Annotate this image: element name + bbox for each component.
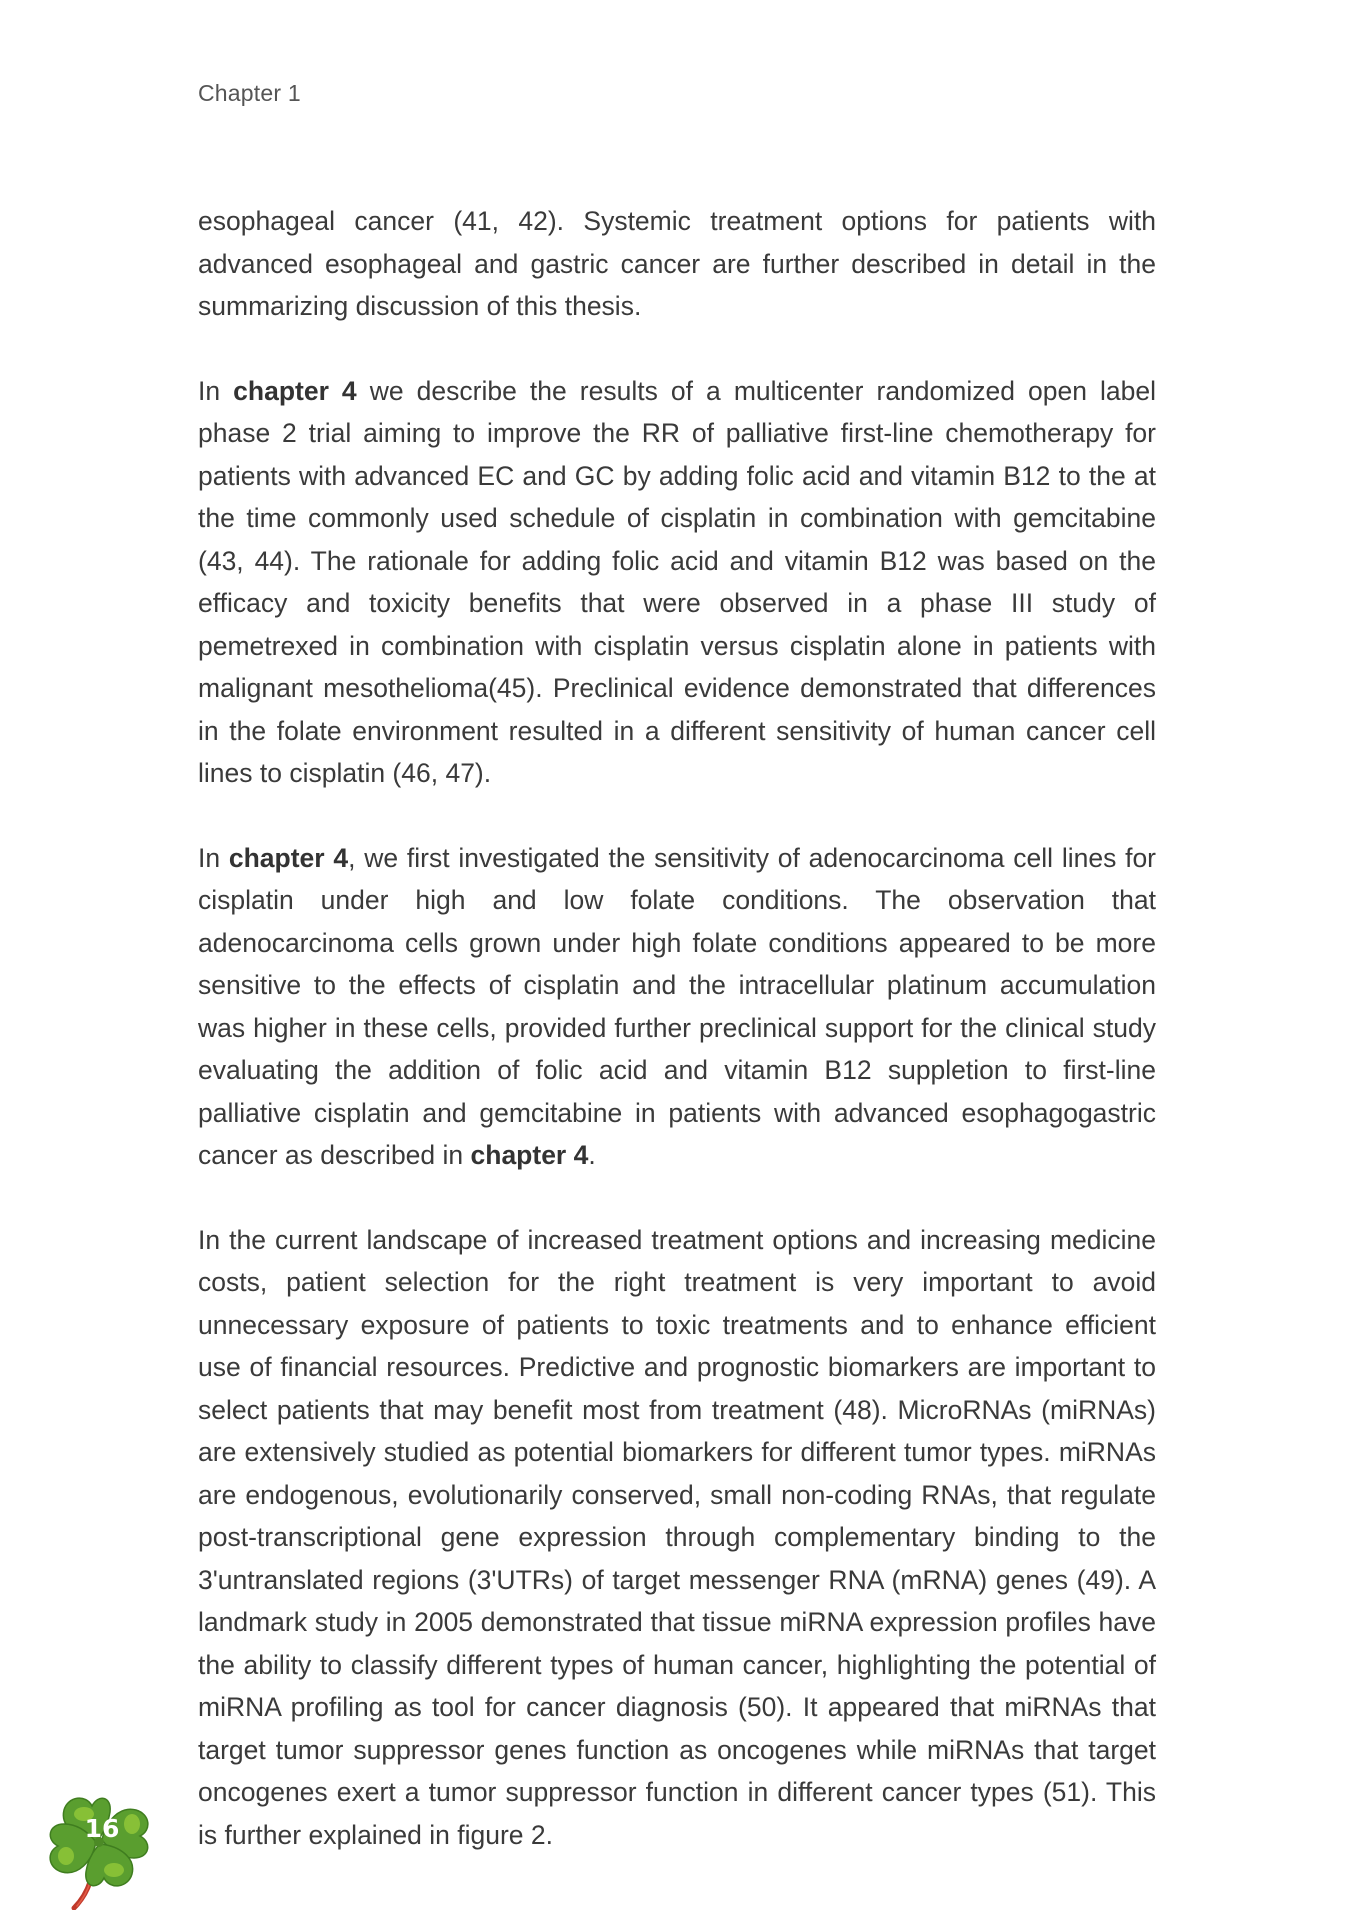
paragraph-2 <box>198 370 1156 795</box>
paragraph-1-text: esophageal cancer (41, 42). Systemic treatment options for patients with advanced esophageal and gastric cancer are further described in detail in the summarizing discussion of this thesis. <box>198 206 1156 321</box>
chapter-reference: chapter 4 <box>470 1140 589 1170</box>
body-text <box>198 200 1156 1898</box>
paragraph-2-lead: In <box>198 375 234 406</box>
paragraph-3-end: . <box>588 1140 596 1170</box>
four-leaf-clover-icon <box>46 1790 156 1910</box>
chapter-reference: chapter 4 <box>233 375 357 406</box>
running-head: Chapter 1 <box>198 80 301 106</box>
page-number-badge <box>46 1790 156 1910</box>
chapter-reference: chapter 4 <box>228 842 349 873</box>
paragraph-2-text: we describe the results of a multicenter randomized open label phase 2 trial aiming to improve the RR of palliative first-line chemotherapy for patients with advanced EC and GC by adding folic acid and vitamin B12 to the at the time commonly used schedule of cisplatin in combination with gemcitabine (43, 44). The rationale for adding folic acid and vitamin B12 was based on the efficacy and toxicity benefits that were observed in a phase III study of pemetrexed in combination with cisplatin versus cisplatin alone in patients with malignant mesothelioma(45). Preclinical evidence demonstrated that differences in the folate environment resulted in a different sensitivity of human cancer cell lines to cisplatin (46, 47). <box>198 375 1157 788</box>
paragraph-4 <box>198 1219 1156 1857</box>
paragraph-3-text: , we first investigated the sensitivity of adenocarcinoma cell lines for cisplatin under high and low folate conditions. The observation that adenocarcinoma cells grown under high folate conditions appeared to be more sensitive to the effects of cisplatin and the intracellular platinum accumulation was higher in these cells, provided further preclinical support for the clinical study evaluating the addition of folic acid and vitamin B12 suppletion to first-line palliative cisplatin and gemcitabine in patients with advanced esophagogastric cancer as described in <box>198 842 1157 1170</box>
paragraph-3-lead: In <box>198 842 229 873</box>
paragraph-1 <box>198 200 1156 328</box>
paragraph-3 <box>198 837 1156 1177</box>
page-number: 16 <box>84 1814 120 1843</box>
paragraph-4-text: In the current landscape of increased treatment options and increasing medicine costs, patient selection for the right treatment is very important to avoid unnecessary exposure of patients to toxic treatments and to enhance efficient use of financial resources. Predictive and prognostic biomarkers are important to select patients that may benefit most from treatment (48). MicroRNAs (miRNAs) are extensively studied as potential biomarkers for different tumor types. miRNAs are endogenous, evolutionarily conserved, small non-coding RNAs, that regulate post-transcriptional gene expression through complementary binding to the 3'untranslated regions (3'UTRs) of target messenger RNA (mRNA) genes (49). A landmark study in 2005 demonstrated that tissue miRNA expression profiles have the ability to classify different types of human cancer, highlighting the potential of miRNA profiling as tool for cancer diagnosis (50). It appeared that miRNAs that target tumor suppressor genes function as oncogenes while miRNAs that target oncogenes exert a tumor suppressor function in different cancer types (51). This is further explained in figure 2. <box>198 1224 1156 1850</box>
